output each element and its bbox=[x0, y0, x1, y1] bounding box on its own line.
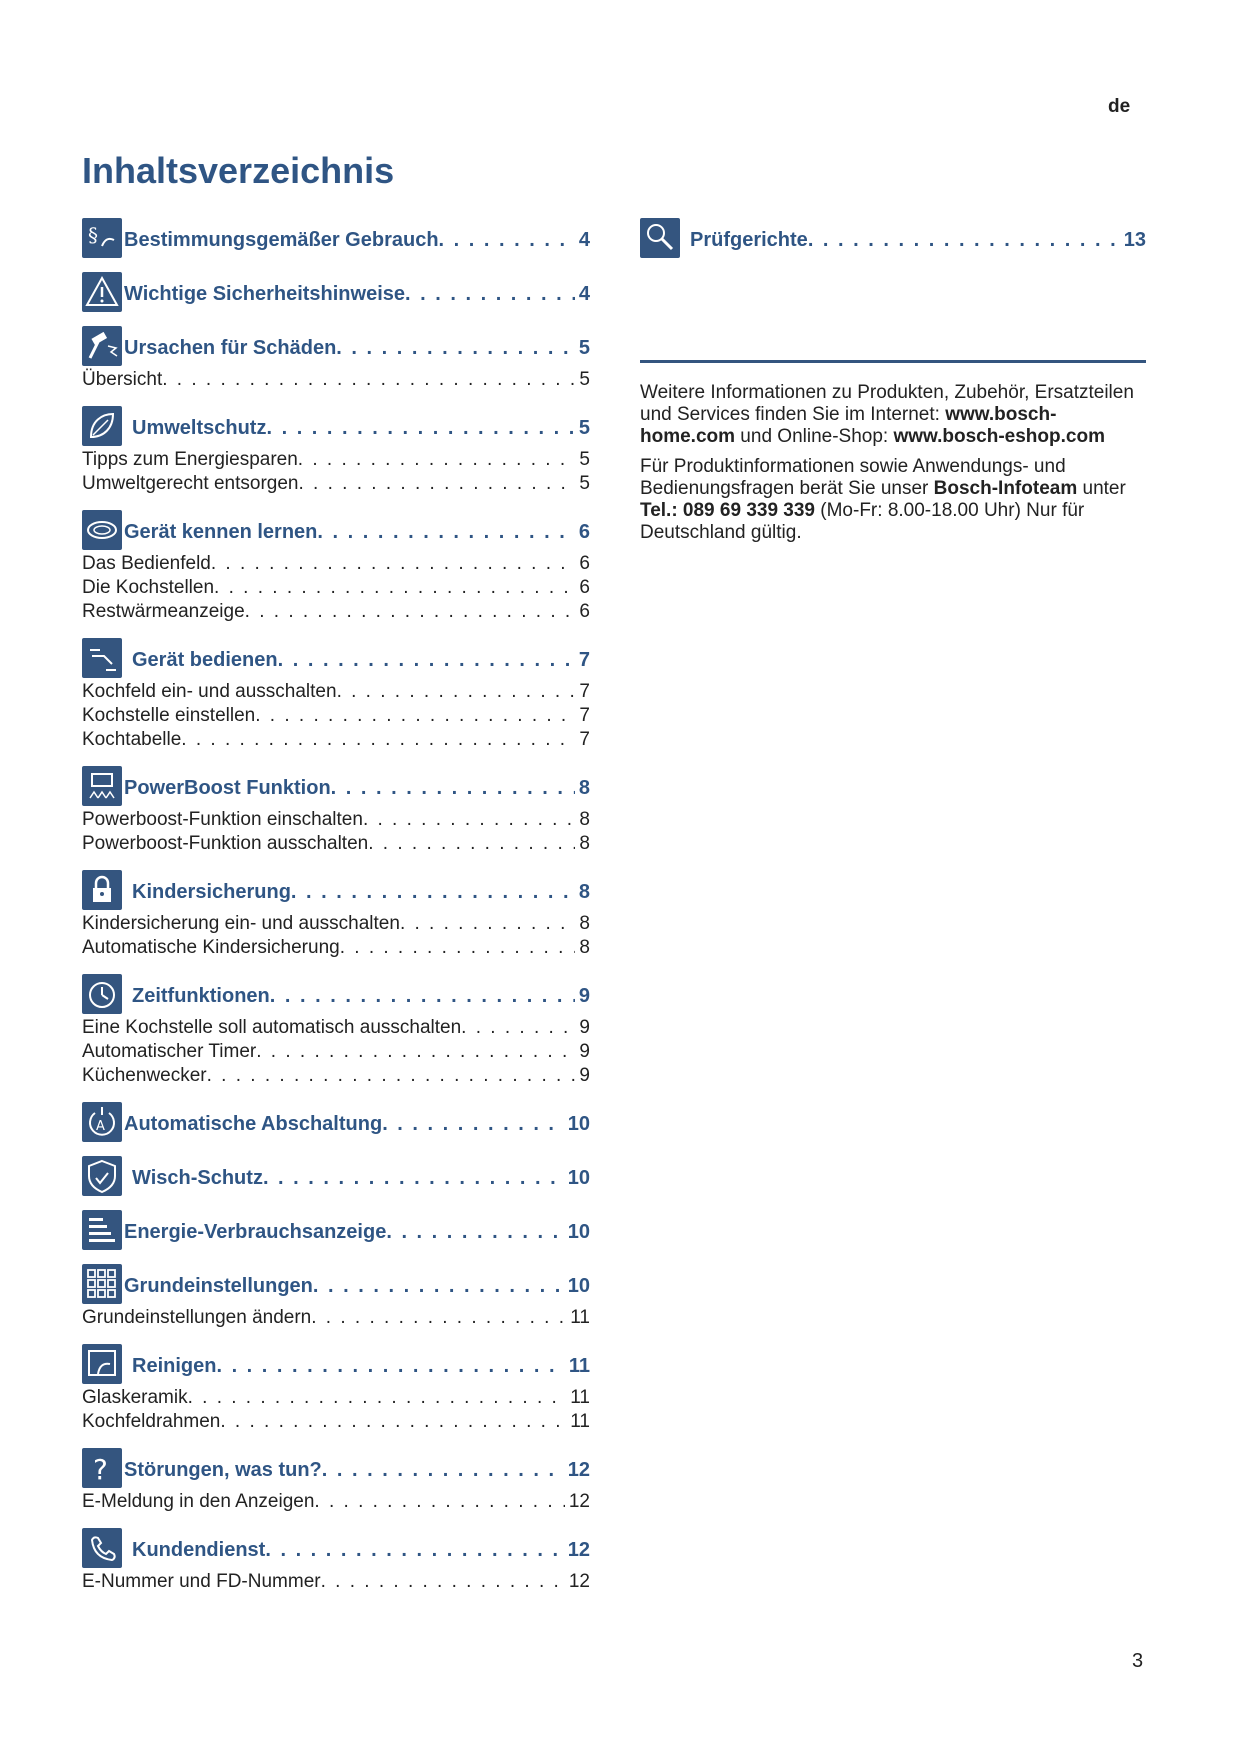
toc-leader bbox=[808, 229, 1120, 252]
svg-text:§: § bbox=[88, 223, 98, 247]
toc-list bbox=[82, 218, 590, 1608]
toc-heading[interactable] bbox=[124, 337, 590, 360]
toc-heading[interactable] bbox=[132, 649, 590, 672]
toc-leader bbox=[337, 680, 576, 704]
toc-page-number: 8 bbox=[578, 777, 590, 799]
toc-leader bbox=[263, 1167, 564, 1190]
toc-page-number: 5 bbox=[579, 369, 590, 390]
toc-heading[interactable] bbox=[124, 1459, 590, 1482]
toc-page-number: 11 bbox=[568, 1355, 590, 1377]
toc-entry-label: Automatische Kindersicherung bbox=[82, 937, 340, 958]
phone-icon bbox=[82, 1528, 122, 1568]
toc-section[interactable] bbox=[82, 1156, 590, 1196]
toc-heading[interactable] bbox=[132, 1539, 590, 1562]
toc-heading[interactable] bbox=[124, 1275, 590, 1298]
wipe-shield-icon bbox=[82, 1156, 122, 1196]
toc-page-number: 12 bbox=[567, 1459, 590, 1481]
toc-heading-label: Zeitfunktionen bbox=[132, 985, 270, 1007]
toc-leader bbox=[461, 1016, 575, 1040]
toc-entry[interactable] bbox=[82, 368, 590, 392]
toc-page-number: 8 bbox=[579, 833, 590, 854]
toc-entry-label: Glaskeramik bbox=[82, 1387, 188, 1408]
toc-section[interactable] bbox=[82, 766, 590, 856]
toc-section[interactable] bbox=[82, 1264, 590, 1330]
toc-section[interactable] bbox=[82, 272, 590, 312]
svg-text:?: ? bbox=[93, 1453, 108, 1486]
toc-entry[interactable] bbox=[82, 576, 590, 600]
warning-triangle-icon bbox=[82, 272, 122, 312]
toc-page-number: 12 bbox=[568, 1491, 590, 1512]
toc-entry[interactable] bbox=[82, 832, 590, 856]
toc-heading-label: Grundeinstellungen bbox=[124, 1275, 313, 1297]
toc-section[interactable] bbox=[82, 218, 590, 258]
energy-bars-icon bbox=[82, 1210, 122, 1250]
toc-page-number: 9 bbox=[579, 1017, 590, 1038]
toc-entry[interactable] bbox=[82, 1490, 590, 1514]
toc-leader bbox=[291, 881, 575, 904]
toc-entry[interactable] bbox=[82, 728, 590, 752]
toc-leader bbox=[299, 472, 576, 496]
page-number: 3 bbox=[1132, 1650, 1144, 1672]
toc-entry[interactable] bbox=[82, 1016, 590, 1040]
toc-section[interactable] bbox=[82, 974, 590, 1088]
toc-section-pruefgerichte[interactable] bbox=[640, 218, 1146, 258]
toc-heading-label: Gerät bedienen bbox=[132, 649, 278, 671]
toc-leader bbox=[216, 1355, 564, 1378]
toc-entry-label: Umweltgerecht entsorgen bbox=[82, 473, 299, 494]
leaf-icon bbox=[82, 406, 122, 446]
toc-entry-label: Kindersicherung ein- und ausschalten bbox=[82, 913, 400, 934]
toc-page-number: 12 bbox=[568, 1571, 590, 1592]
toc-page-number: 9 bbox=[579, 1041, 590, 1062]
toc-entry-label: Powerboost-Funktion ausschalten bbox=[82, 833, 369, 854]
question-icon bbox=[82, 1448, 122, 1488]
toc-entry[interactable] bbox=[82, 448, 590, 472]
toc-entry-label: Restwärmeanzeige bbox=[82, 601, 245, 622]
toc-section[interactable] bbox=[82, 1448, 590, 1514]
toc-page-number: 10 bbox=[567, 1221, 590, 1243]
toc-heading-label: Ursachen für Schäden bbox=[124, 337, 337, 359]
toc-section[interactable] bbox=[82, 510, 590, 624]
toc-heading-label: Bestimmungsgemäßer Gebrauch bbox=[124, 229, 439, 251]
toc-leader bbox=[363, 808, 575, 832]
toc-page-number: 12 bbox=[567, 1539, 590, 1561]
toc-heading[interactable] bbox=[124, 1221, 590, 1244]
toc-entry[interactable] bbox=[82, 1570, 590, 1594]
toc-heading[interactable] bbox=[132, 985, 590, 1008]
toc-page-number: 10 bbox=[567, 1275, 590, 1297]
toc-leader bbox=[400, 912, 575, 936]
toc-entry[interactable] bbox=[82, 912, 590, 936]
toc-page-number: 8 bbox=[578, 881, 590, 903]
toc-leader bbox=[322, 1459, 564, 1482]
toc-leader bbox=[207, 1064, 576, 1088]
toc-heading-label: PowerBoost Funktion bbox=[124, 777, 331, 799]
info-text-segment: und Online-Shop: bbox=[735, 426, 894, 447]
svg-text:A: A bbox=[96, 1119, 105, 1134]
toc-leader bbox=[386, 1221, 563, 1244]
toc-section[interactable] bbox=[82, 1102, 590, 1142]
toc-heading-label: Energie-Verbrauchsanzeige bbox=[124, 1221, 387, 1243]
auto-off-icon bbox=[82, 1102, 122, 1142]
toc-page-number: 9 bbox=[578, 985, 590, 1007]
toc-entry-label: Küchenwecker bbox=[82, 1065, 207, 1086]
toc-entry-label: Kochfeldrahmen bbox=[82, 1411, 221, 1432]
info-text-segment: Weitere Informationen zu Produkten, Zubehör, Ersatzteilen und Services finden Sie im Internet: bbox=[640, 382, 1134, 425]
toc-leader bbox=[245, 600, 576, 624]
toc-section[interactable] bbox=[82, 870, 590, 960]
toc-heading-label: Kindersicherung bbox=[132, 881, 291, 903]
toc-section[interactable] bbox=[82, 1528, 590, 1594]
toc-leader bbox=[331, 777, 575, 800]
toc-page-number: 13 bbox=[1123, 229, 1146, 251]
toc-heading-label: Wisch-Schutz bbox=[132, 1167, 263, 1189]
toc-page-number: 7 bbox=[579, 705, 590, 726]
toc-leader bbox=[220, 1410, 566, 1434]
toc-leader bbox=[439, 229, 575, 252]
toc-entry-label: Eine Kochstelle soll automatisch ausschalten bbox=[82, 1017, 462, 1038]
toc-entry[interactable] bbox=[82, 808, 590, 832]
toc-leader bbox=[265, 1539, 563, 1562]
powerboost-icon bbox=[82, 766, 122, 806]
toc-entry-label: Kochtabelle bbox=[82, 729, 182, 750]
toc-page-number: 8 bbox=[579, 913, 590, 934]
grid-settings-icon bbox=[82, 1264, 122, 1304]
toc-entry[interactable] bbox=[82, 1410, 590, 1434]
toc-heading[interactable] bbox=[124, 1113, 590, 1136]
toc-page-number: 11 bbox=[570, 1307, 590, 1328]
toc-page-number: 5 bbox=[578, 337, 590, 359]
eye-icon bbox=[82, 510, 122, 550]
toc-entry[interactable] bbox=[82, 1040, 590, 1064]
toc-page-number: 8 bbox=[579, 937, 590, 958]
toc-entry-label: Automatischer Timer bbox=[82, 1041, 257, 1062]
toc-entry-label: Die Kochstellen bbox=[82, 577, 215, 598]
toc-page-number: 6 bbox=[578, 521, 590, 543]
lock-icon bbox=[82, 870, 122, 910]
toc-heading[interactable] bbox=[132, 1167, 590, 1190]
toc-leader bbox=[311, 1306, 566, 1330]
toc-heading[interactable] bbox=[124, 283, 590, 306]
toc-entry-label: Das Bedienfeld bbox=[82, 553, 211, 574]
toc-entry[interactable] bbox=[82, 704, 590, 728]
toc-page-number: 4 bbox=[578, 283, 590, 305]
toc-page-number: 7 bbox=[579, 681, 590, 702]
toc-entry-label: Grundeinstellungen ändern bbox=[82, 1307, 312, 1328]
toc-entry-label: Powerboost-Funktion einschalten bbox=[82, 809, 363, 830]
info-text bbox=[640, 382, 1146, 552]
info-paragraph-web bbox=[640, 382, 1146, 448]
toc-entry[interactable] bbox=[82, 680, 590, 704]
infoteam-label: Bosch-Infoteam bbox=[933, 478, 1078, 499]
toc-page-number: 10 bbox=[567, 1167, 590, 1189]
toc-leader bbox=[321, 1570, 565, 1594]
toc-page-number: 10 bbox=[567, 1113, 590, 1135]
toc-heading-label: Gerät kennen lernen bbox=[124, 521, 318, 543]
toc-heading[interactable] bbox=[124, 777, 590, 800]
toc-page-number: 7 bbox=[578, 649, 590, 671]
clock-icon bbox=[82, 974, 122, 1014]
toc-entry-label: Tipps zum Energiesparen bbox=[82, 449, 298, 470]
home-link[interactable]: www.bosch-home.com bbox=[640, 404, 1057, 447]
toc-leader bbox=[266, 417, 574, 440]
toc-heading-label: Störungen, was tun? bbox=[124, 1459, 322, 1481]
toc-page-number: 6 bbox=[579, 577, 590, 598]
toc-entry[interactable] bbox=[82, 472, 590, 496]
info-text-segment: unter bbox=[1077, 478, 1126, 499]
toc-page-number: 5 bbox=[579, 473, 590, 494]
toc-heading[interactable] bbox=[132, 417, 590, 440]
toc-entry-label: Kochstelle einstellen bbox=[82, 705, 256, 726]
divider-rule bbox=[640, 360, 1146, 363]
toc-heading[interactable] bbox=[124, 229, 590, 252]
toc-heading-label: Automatische Abschaltung bbox=[124, 1113, 383, 1135]
toc-leader bbox=[181, 728, 575, 752]
toc-leader bbox=[314, 1490, 564, 1514]
toc-page-number: 5 bbox=[578, 417, 590, 439]
toc-leader bbox=[336, 337, 575, 360]
toc-entry-label: Kochfeld ein- und ausschalten bbox=[82, 681, 337, 702]
toc-leader bbox=[313, 1275, 564, 1298]
info-text-segment: (Mo-Fr: 8.00-18.00 Uhr) Nur für Deutschland gültig. bbox=[640, 500, 1085, 543]
toc-section[interactable] bbox=[82, 326, 590, 392]
toc-leader bbox=[382, 1113, 564, 1136]
toc-leader bbox=[188, 1386, 567, 1410]
toc-page-number: 4 bbox=[578, 229, 590, 251]
eshop-link[interactable]: www.bosch-eshop.com bbox=[893, 426, 1105, 447]
toc-page-number: 6 bbox=[579, 553, 590, 574]
toc-heading-label: Prüfgerichte bbox=[690, 229, 808, 251]
phone-number[interactable]: Tel.: 089 69 339 339 bbox=[640, 500, 815, 521]
toc-section[interactable] bbox=[82, 1210, 590, 1250]
toc-leader bbox=[270, 985, 575, 1008]
toc-entry-label: E-Meldung in den Anzeigen bbox=[82, 1491, 315, 1512]
toc-page-number: 8 bbox=[579, 809, 590, 830]
magnifier-icon bbox=[640, 218, 680, 258]
toc-entry[interactable] bbox=[82, 1064, 590, 1088]
toc-entry-label: E-Nummer und FD-Nummer bbox=[82, 1571, 321, 1592]
toc-entry[interactable] bbox=[82, 1306, 590, 1330]
paragraph-hand-icon bbox=[82, 218, 122, 258]
toc-heading-label: Umweltschutz bbox=[132, 417, 267, 439]
toc-leader bbox=[340, 936, 576, 960]
toc-page-number: 6 bbox=[579, 601, 590, 622]
toc-heading[interactable] bbox=[124, 521, 590, 544]
toc-heading-label: Wichtige Sicherheitshinweise bbox=[124, 283, 406, 305]
toc-section[interactable] bbox=[82, 638, 590, 752]
toc-page-number: 7 bbox=[579, 729, 590, 750]
toc-entry[interactable] bbox=[82, 1386, 590, 1410]
toc-leader bbox=[211, 552, 576, 576]
toc-leader bbox=[255, 704, 575, 728]
cleaning-icon bbox=[82, 1344, 122, 1384]
toc-leader bbox=[214, 576, 575, 600]
toc-heading[interactable] bbox=[132, 881, 590, 904]
toc-leader bbox=[256, 1040, 575, 1064]
info-paragraph-support bbox=[640, 456, 1146, 544]
hammer-icon bbox=[82, 326, 122, 366]
toc-section[interactable] bbox=[82, 1344, 590, 1434]
toc-section[interactable] bbox=[82, 406, 590, 496]
toc-page-number: 5 bbox=[579, 449, 590, 470]
toc-entry-label: Übersicht bbox=[82, 369, 163, 390]
toc-leader bbox=[298, 448, 576, 472]
right-column bbox=[640, 218, 1146, 543]
toc-page-number: 11 bbox=[570, 1387, 590, 1408]
page-title: Inhaltsverzeichnis bbox=[82, 150, 395, 191]
toc-heading[interactable] bbox=[132, 1355, 590, 1378]
toc-entry[interactable] bbox=[82, 600, 590, 624]
toc-leader bbox=[317, 521, 574, 544]
toc-leader bbox=[405, 283, 575, 306]
toc-heading-label: Reinigen bbox=[132, 1355, 217, 1377]
language-label: de bbox=[1108, 96, 1131, 117]
toc-heading-label: Kundendienst bbox=[132, 1539, 266, 1561]
toc-page-number: 9 bbox=[579, 1065, 590, 1086]
hand-operate-icon bbox=[82, 638, 122, 678]
toc-leader bbox=[278, 649, 575, 672]
info-text-segment: Für Produktinformationen sowie Anwendungs- und Bedienungsfragen berät Sie unser bbox=[640, 456, 1066, 499]
toc-leader bbox=[162, 368, 575, 392]
toc-entry[interactable] bbox=[82, 936, 590, 960]
toc-page-number: 11 bbox=[570, 1411, 590, 1432]
toc-leader bbox=[368, 832, 575, 856]
toc-entry[interactable] bbox=[82, 552, 590, 576]
